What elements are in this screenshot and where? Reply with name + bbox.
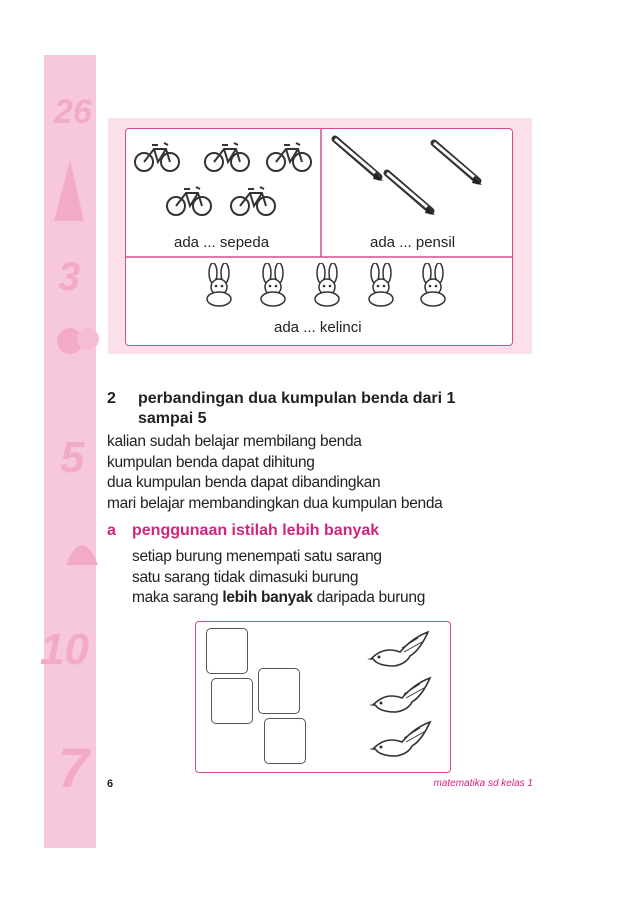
rabbit-icon (416, 263, 450, 307)
rabbit-icon (310, 263, 344, 307)
bicycle-icon (230, 183, 276, 217)
pencil-icon (381, 167, 437, 217)
body-line: dua kumpulan benda dapat dibandingkan (107, 474, 381, 491)
bikes-caption: ada ... sepeda (174, 234, 270, 251)
rabbits-caption: ada ... kelinci (274, 319, 362, 336)
body-line: kumpulan benda dapat dihitung (107, 453, 315, 471)
pencils-caption: ada ... pensil (370, 234, 456, 251)
nests-birds-figure (195, 621, 451, 773)
section-title: perbandingan dua kumpulan benda dari 1 sampai 5 (138, 390, 456, 427)
body-line: satu sarang tidak dimasuki burung (132, 568, 359, 586)
section-number: 2 (107, 390, 116, 407)
bicycle-icon (166, 183, 212, 217)
nest-box (211, 678, 253, 724)
bicycle-icon (134, 139, 180, 173)
body-line: kalian sudah belajar membilang benda (107, 433, 362, 450)
line-text: daripada burung (312, 589, 426, 606)
body-line (132, 588, 425, 609)
rabbit-icon (364, 263, 398, 307)
line-text: maka sarang (132, 589, 223, 606)
decorative-sidebar (40, 55, 96, 848)
bird-icon (366, 628, 432, 672)
section-body (107, 432, 442, 514)
subsection-body (132, 547, 425, 609)
party-hat-icon (50, 155, 90, 225)
counting-figure (125, 128, 513, 346)
rabbit-icon (256, 263, 290, 307)
sidebar-number: 10 (40, 625, 89, 674)
bicycle-icon (266, 139, 312, 173)
nest-box (206, 628, 248, 674)
page-number: 6 (107, 778, 114, 790)
body-line: setiap burung menempati satu sarang (132, 548, 382, 565)
shell-icon (62, 525, 102, 575)
sidebar-number: 3 (58, 255, 81, 299)
bicycle-icon (204, 139, 250, 173)
sidebar-number: 7 (58, 736, 90, 799)
body-line: mari belajar membandingkan dua kumpulan benda (107, 494, 443, 512)
bird-icon (368, 718, 434, 762)
bird-icon (368, 674, 434, 718)
subsection-letter: a (107, 522, 116, 539)
book-title: matematika sd kelas 1 (433, 778, 533, 789)
subsection-title: penggunaan istilah lebih banyak (132, 522, 380, 539)
sidebar-number: 26 (54, 93, 92, 131)
nest-box (258, 668, 300, 714)
nest-box (264, 718, 306, 764)
rabbit-icon (202, 263, 236, 307)
pencil-icon (329, 133, 385, 183)
emphasis-text: lebih banyak (222, 589, 313, 606)
sidebar-number: 5 (60, 433, 85, 482)
balloon-icon (54, 323, 104, 363)
